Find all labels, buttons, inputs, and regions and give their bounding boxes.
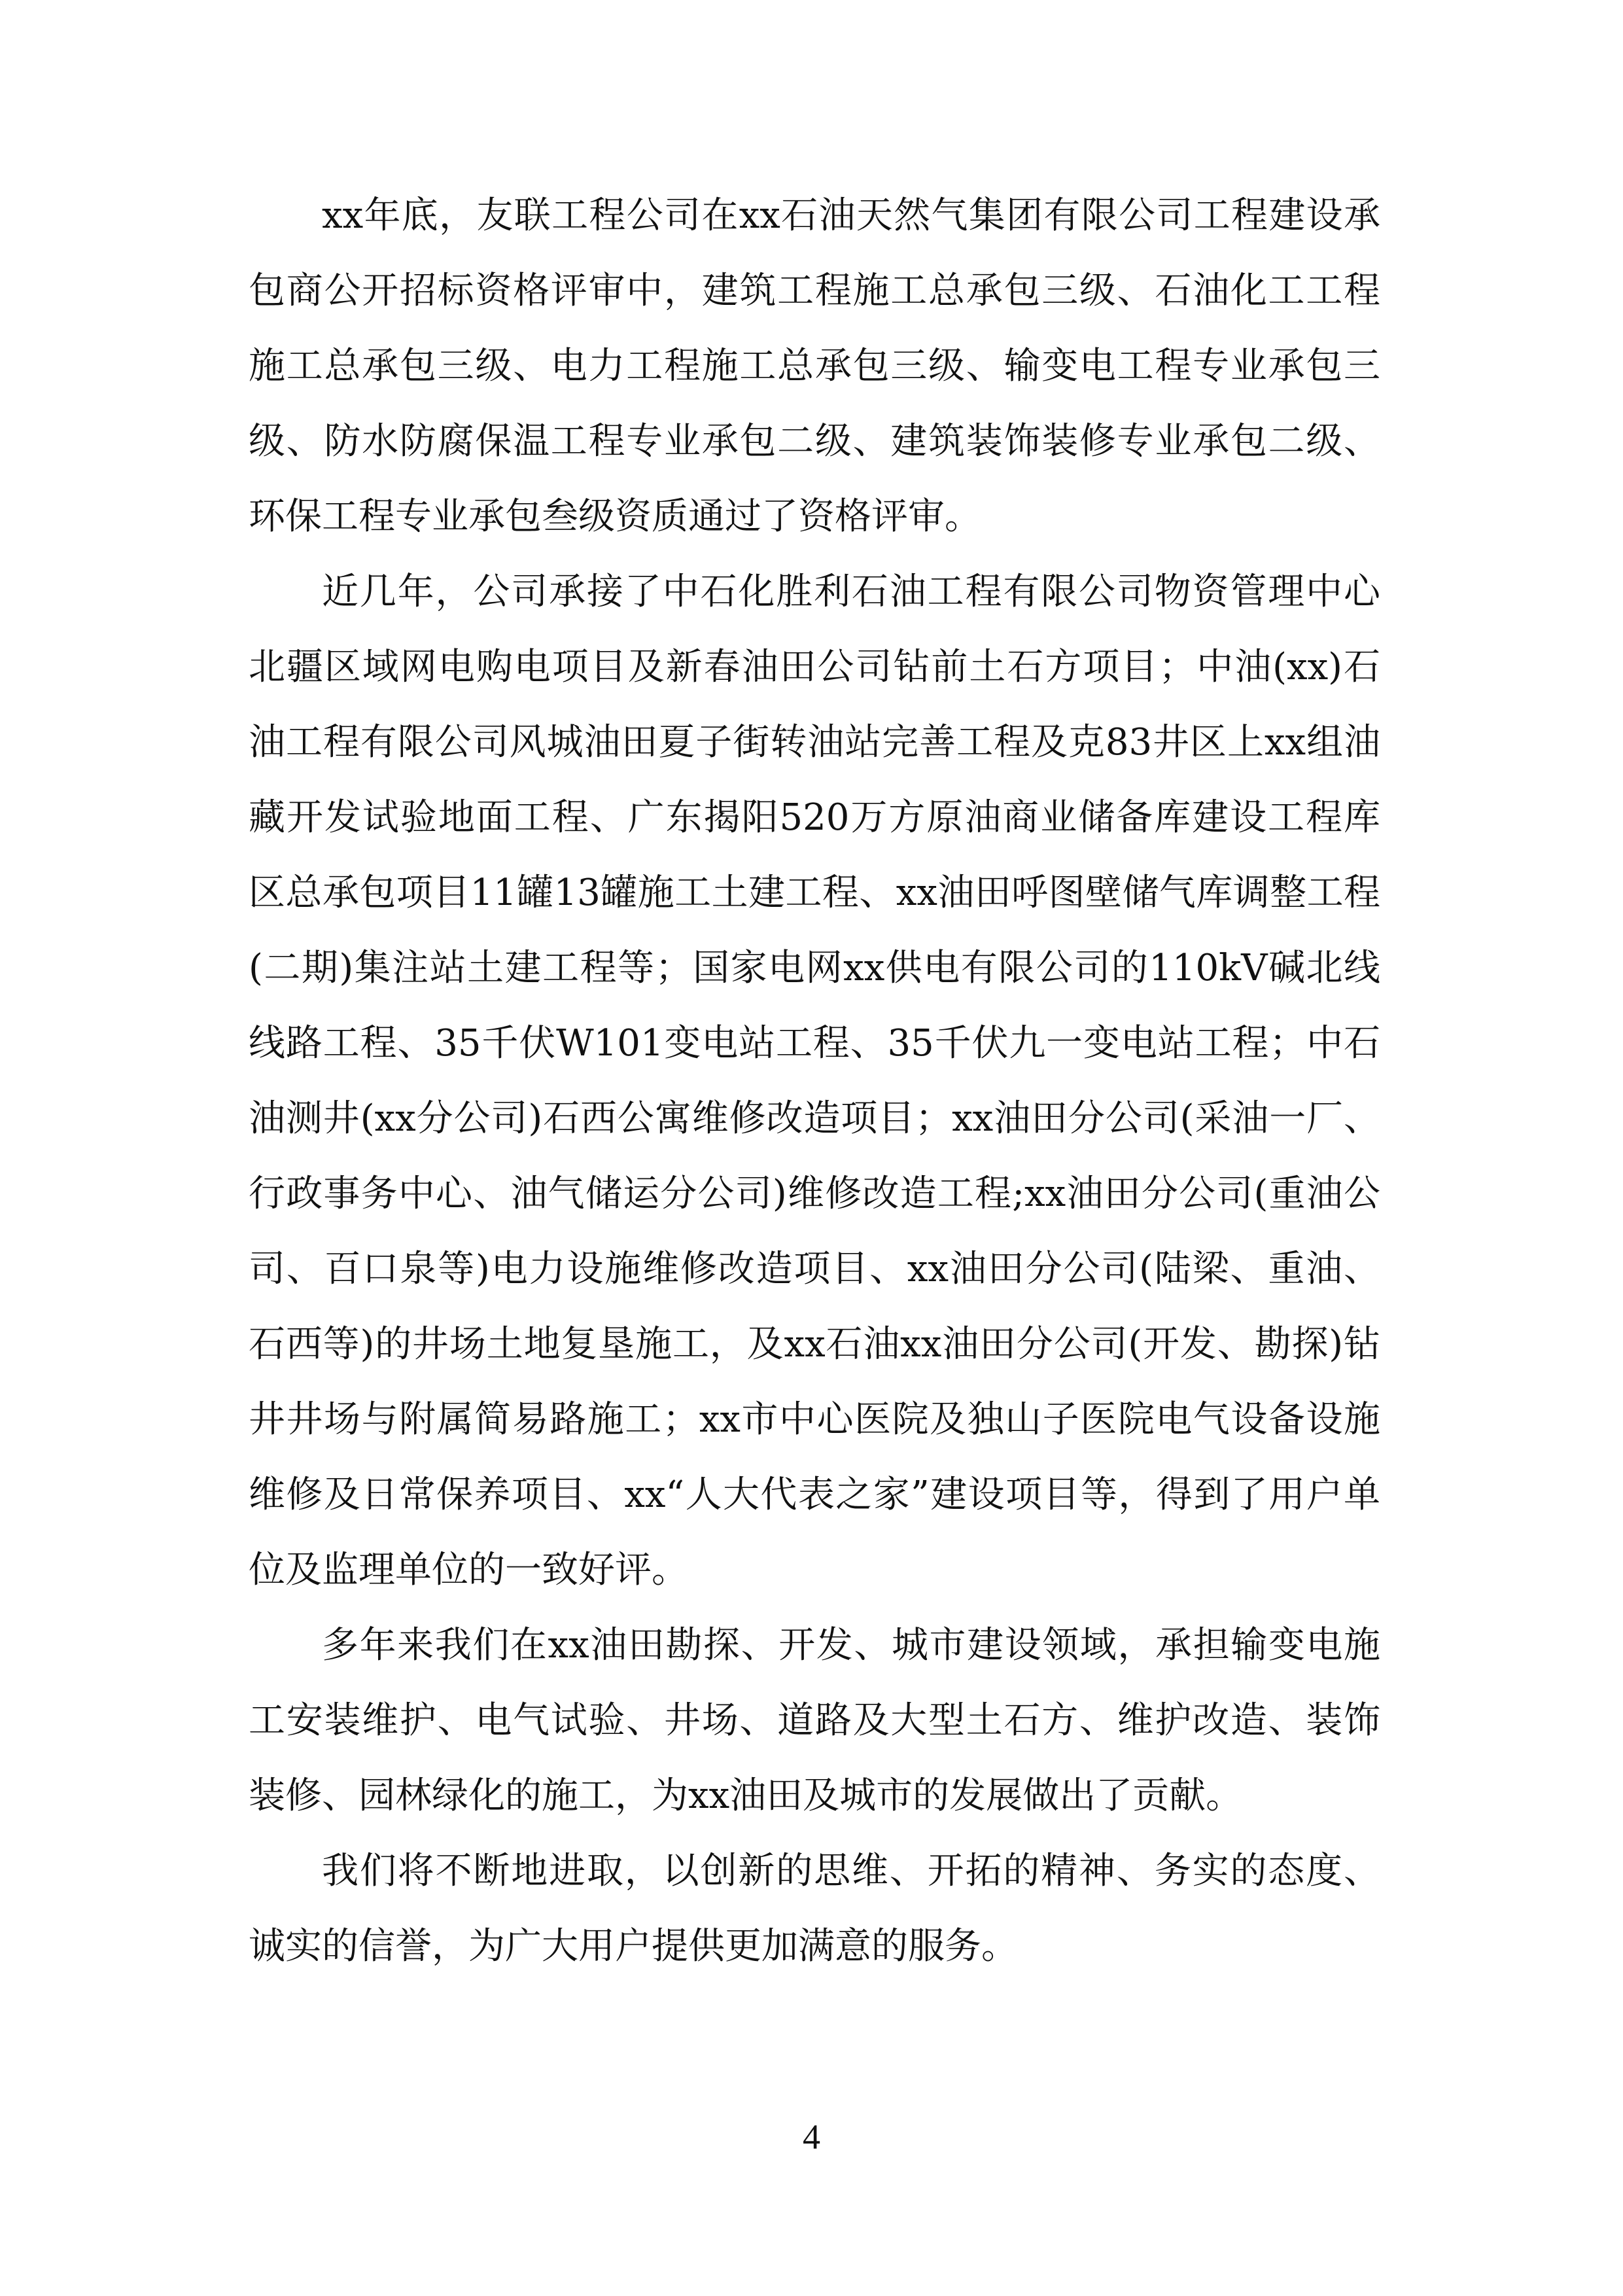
paragraph-contributions: 多年来我们在xx油田勘探、开发、城市建设领域，承担输变电施工安装维护、电气试验、井场、道路及大型土石方、维护改造、装饰装修、园林绿化的施工，为xx油田及城市的发展做出了贡献。 <box>249 1624 1380 1817</box>
paragraph-qualification-review: xx年底，友联工程公司在xx石油天然气集团有限公司工程建设承包商公开招标资格评审中，建筑工程施工总承包三级、石油化工工程施工总承包三级、电力工程施工总承包三级、输变电工程专业承包三级、防水防腐保温工程专业承包二级、建筑装饰装修专业承包二级、环保工程专业承包叁级资质通过了资格评审。 <box>249 194 1380 538</box>
paragraph-commitment: 我们将不断地进取，以创新的思维、开拓的精神、务实的态度、诚实的信誉，为广大用户提供更加满意的服务。 <box>249 1850 1380 1968</box>
page-number: 4 <box>803 2117 820 2157</box>
paragraph-recent-projects: 近几年，公司承接了中石化胜利石油工程有限公司物资管理中心北疆区域网电购电项目及新春油田公司钻前土石方项目；中油(xx)石油工程有限公司风城油田夏子街转油站完善工程及克83井区上xx组油藏开发试验地面工程、广东揭阳520万方原油商业储备库建设工程库区总承包项目11罐13罐施工土建工程、xx油田呼图壁储气库调整工程(二期)集注站土建工程等；国家电网xx供电有限公司的110kV碱北线线路工程、35千伏W101变电站工程、35千伏九一变电站工程；中石油测井(xx分公司)石西公寓维修改造项目；xx油田分公司(采油一厂、行政事务中心、油气储运分公司)维修改造工程;xx油田分公司(重油公司、百口泉等)电力设施维修改造项目、xx油田分公司(陆梁、重油、石西等)的井场土地复垦施工，及xx石油xx油田分公司(开发、勘探)钻井井场与附属简易路施工；xx市中心医院及独山子医院电气设备设施维修及日常保养项目、xx“人大代表之家”建设项目等，得到了用户单位及监理单位的一致好评。 <box>249 571 1380 1591</box>
document-body <box>249 178 1380 1984</box>
